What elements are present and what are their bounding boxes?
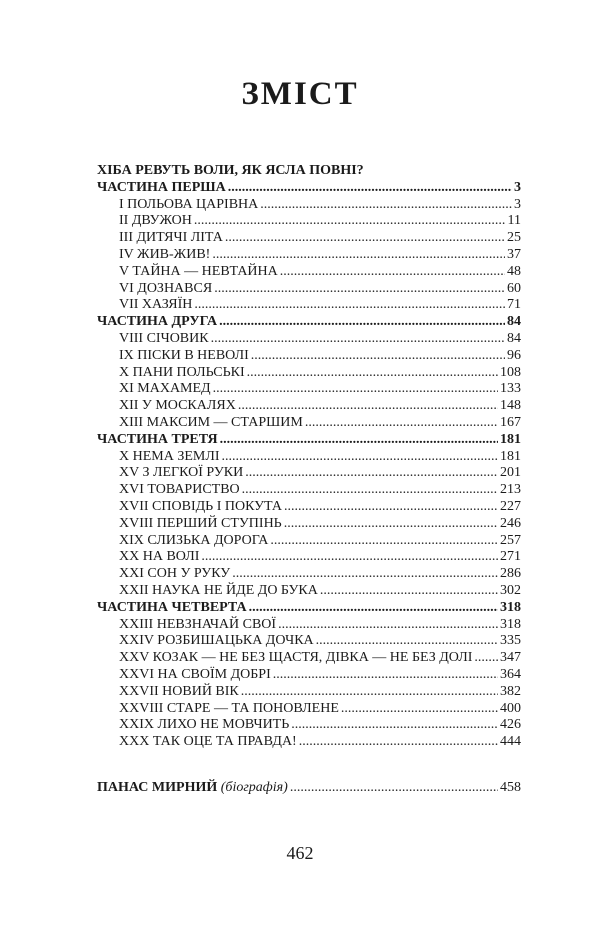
toc-entry (97, 549, 521, 566)
toc-entry-label: XXI СОН У РУКУ (119, 566, 231, 582)
toc-entry-page: 167 (500, 414, 521, 430)
toc-entry-page: 96 (507, 347, 521, 363)
toc-entry-page: 318 (500, 616, 521, 632)
toc-entry-page: 213 (500, 482, 521, 498)
toc-entry (97, 583, 521, 600)
biography-label (97, 780, 288, 797)
toc-entry-label: XXII НАУКА НЕ ЙДЕ ДО БУКА (119, 582, 318, 598)
dot-leader (316, 633, 498, 650)
biography-note: (біографія) (220, 779, 288, 795)
toc-entry (97, 701, 521, 718)
dot-leader (214, 281, 505, 298)
toc-entry (97, 230, 521, 247)
author-name: ПАНАС МИРНИЙ (97, 779, 218, 795)
dot-leader (474, 650, 498, 667)
toc-entry (97, 213, 521, 230)
toc-entry (97, 381, 521, 398)
toc-entry-page: 458 (500, 779, 521, 795)
toc-entry-page: 3 (514, 179, 521, 195)
toc-entry-page: 318 (500, 599, 521, 615)
toc-entry-page: 71 (507, 297, 521, 313)
dot-leader (211, 331, 505, 348)
toc-entry-page: 257 (500, 532, 521, 548)
toc-entry-page: 400 (500, 700, 521, 716)
toc-entry-label: VI ДОЗНАВСЯ (119, 280, 213, 296)
toc-entry-label: ЧАСТИНА ПЕРША (97, 179, 226, 195)
toc-entry-page: 302 (500, 582, 521, 598)
dot-leader (228, 180, 512, 197)
toc-entry-label: XVII СПОВІДЬ І ПОКУТА (119, 498, 283, 514)
toc-entry-page: 347 (500, 650, 521, 666)
toc-entry (97, 297, 521, 314)
toc-entry (97, 566, 521, 583)
toc-entry (97, 365, 521, 382)
dot-leader (299, 734, 498, 751)
toc-entry-label: XXX ТАК ОЦЕ ТА ПРАВДА! (119, 734, 297, 750)
dot-leader (194, 297, 505, 314)
toc-entry-label: XVI ТОВАРИСТВО (119, 482, 240, 498)
toc-entry (97, 197, 521, 214)
toc-entry-page: 382 (500, 683, 521, 699)
toc-entry (97, 516, 521, 533)
toc-entry (97, 650, 521, 667)
toc-entry-label: ЧАСТИНА ТРЕТЯ (97, 431, 218, 447)
book-title-row (97, 163, 521, 180)
dot-leader (219, 314, 505, 331)
toc-entry (97, 684, 521, 701)
toc-entry-label: XXVI НА СВОЇМ ДОБРІ (119, 666, 271, 682)
toc-entry (97, 415, 521, 432)
toc-entry (97, 499, 521, 516)
toc-entry (97, 717, 521, 734)
toc-entry-page: 227 (500, 498, 521, 514)
toc-entry-label: XXIII НЕВЗНАЧАЙ СВОЇ (119, 616, 277, 632)
toc-entry-page: 84 (507, 314, 521, 330)
toc-entry-label: XXV КОЗАК — НЕ БЕЗ ЩАСТЯ, ДІВКА — НЕ БЕЗ ДОЛІ (119, 650, 473, 666)
dot-leader (341, 701, 498, 718)
dot-leader (278, 617, 498, 634)
toc-entry (97, 180, 521, 197)
dot-leader (220, 432, 498, 449)
toc-entry-label: XXIV РОЗБИШАЦЬКА ДОЧКА (119, 633, 314, 649)
toc-entry-page: 133 (500, 381, 521, 397)
toc-entry-page: 364 (500, 666, 521, 682)
toc-entry-label: III ДИТЯЧІ ЛІТА (119, 230, 223, 246)
toc-entry-page: 148 (500, 398, 521, 414)
dot-leader (241, 684, 498, 701)
toc-entry-page: 271 (500, 549, 521, 565)
toc-entry-label: X НЕМА ЗЕМЛІ (119, 448, 220, 464)
dot-leader (273, 667, 498, 684)
toc-entry-page: 181 (500, 431, 521, 447)
toc-entry-label: VII ХАЗЯЇН (119, 297, 193, 313)
toc-entry-page: 25 (507, 230, 521, 246)
toc-entry-label: IX ПІСКИ В НЕВОЛІ (119, 347, 249, 363)
dot-leader (194, 213, 506, 230)
toc-entry (97, 398, 521, 415)
toc-entry (97, 482, 521, 499)
toc-entry-label: ЧАСТИНА ЧЕТВЕРТА (97, 599, 247, 615)
toc-entry-page: 11 (507, 213, 521, 229)
toc-entry-label: XIX СЛИЗЬКА ДОРОГА (119, 532, 269, 548)
toc-entry-page: 335 (500, 633, 521, 649)
toc-entry (97, 617, 521, 634)
toc-entry-page: 108 (500, 364, 521, 380)
toc-entry-label: XVIII ПЕРШИЙ СТУПІНЬ (119, 515, 282, 531)
table-of-contents (97, 163, 521, 797)
dot-leader (201, 549, 498, 566)
toc-entry-page: 201 (500, 465, 521, 481)
dot-leader (247, 365, 498, 382)
toc-entry-page: 286 (500, 566, 521, 582)
toc-entry-label: XX НА ВОЛІ (119, 549, 200, 565)
dot-leader (242, 482, 498, 499)
toc-entry-page: 48 (507, 263, 521, 279)
toc-entry-label: XXVIII СТАРЕ — ТА ПОНОВЛЕНЕ (119, 700, 339, 716)
toc-entry-page: 60 (507, 280, 521, 296)
dot-leader (305, 415, 498, 432)
toc-entry (97, 348, 521, 365)
dot-leader (320, 583, 498, 600)
dot-leader (232, 566, 498, 583)
dot-leader (280, 264, 505, 281)
toc-entry-label: ЧАСТИНА ДРУГА (97, 314, 218, 330)
dot-leader (270, 533, 498, 550)
dot-leader (212, 247, 505, 264)
toc-entry-page: 444 (500, 734, 521, 750)
toc-entry (97, 533, 521, 550)
page-number: 462 (286, 842, 314, 863)
toc-entry-page: 37 (507, 246, 521, 262)
dot-leader (291, 717, 498, 734)
toc-entry (97, 432, 521, 449)
toc-entry (97, 465, 521, 482)
dot-leader (249, 600, 498, 617)
toc-entry-biography (97, 780, 521, 797)
toc-entry (97, 331, 521, 348)
dot-leader (222, 449, 498, 466)
toc-entry-page: 3 (514, 196, 521, 212)
toc-entry (97, 633, 521, 650)
toc-entry (97, 264, 521, 281)
toc-entry (97, 314, 521, 331)
toc-list (97, 180, 521, 751)
toc-entry-label: XII У МОСКАЛЯХ (119, 398, 236, 414)
toc-entry-label: XV З ЛЕГКОЇ РУКИ (119, 465, 244, 481)
toc-entry-label: VIII СІЧОВИК (119, 330, 209, 346)
book-title: ХІБА РЕВУТЬ ВОЛИ, ЯК ЯСЛА ПОВНІ? (97, 163, 364, 178)
toc-entry-label: I ПОЛЬОВА ЦАРІВНА (119, 196, 259, 212)
dot-leader (245, 465, 498, 482)
dot-leader (284, 516, 498, 533)
toc-entry-page: 426 (500, 717, 521, 733)
toc-entry-page: 181 (500, 448, 521, 464)
toc-entry-label: XI МАХАМЕД (119, 381, 211, 397)
dot-leader (213, 381, 498, 398)
dot-leader (251, 348, 505, 365)
toc-entry-page: 246 (500, 515, 521, 531)
toc-entry (97, 734, 521, 751)
toc-entry-label: XXIX ЛИХО НЕ МОВЧИТЬ (119, 717, 290, 733)
toc-entry-label: XXVII НОВИЙ ВІК (119, 683, 239, 699)
dot-leader (284, 499, 498, 516)
toc-entry-label: V ТАЙНА — НЕВТАЙНА (119, 263, 278, 279)
toc-entry-label: IV ЖИВ-ЖИВ! (119, 246, 211, 262)
toc-entry-label: II ДВУЖОН (119, 213, 192, 229)
dot-leader (238, 398, 498, 415)
toc-entry (97, 600, 521, 617)
dot-leader (290, 780, 498, 797)
toc-entry (97, 449, 521, 466)
toc-entry (97, 667, 521, 684)
toc-entry (97, 247, 521, 264)
dot-leader (225, 230, 505, 247)
toc-entry-label: XIII МАКСИМ — СТАРШИМ (119, 414, 303, 430)
dot-leader (260, 197, 512, 214)
toc-entry (97, 281, 521, 298)
toc-entry-label: X ПАНИ ПОЛЬСЬКІ (119, 364, 245, 380)
toc-entry-page: 84 (507, 330, 521, 346)
toc-title: ЗМІСТ (241, 76, 359, 112)
